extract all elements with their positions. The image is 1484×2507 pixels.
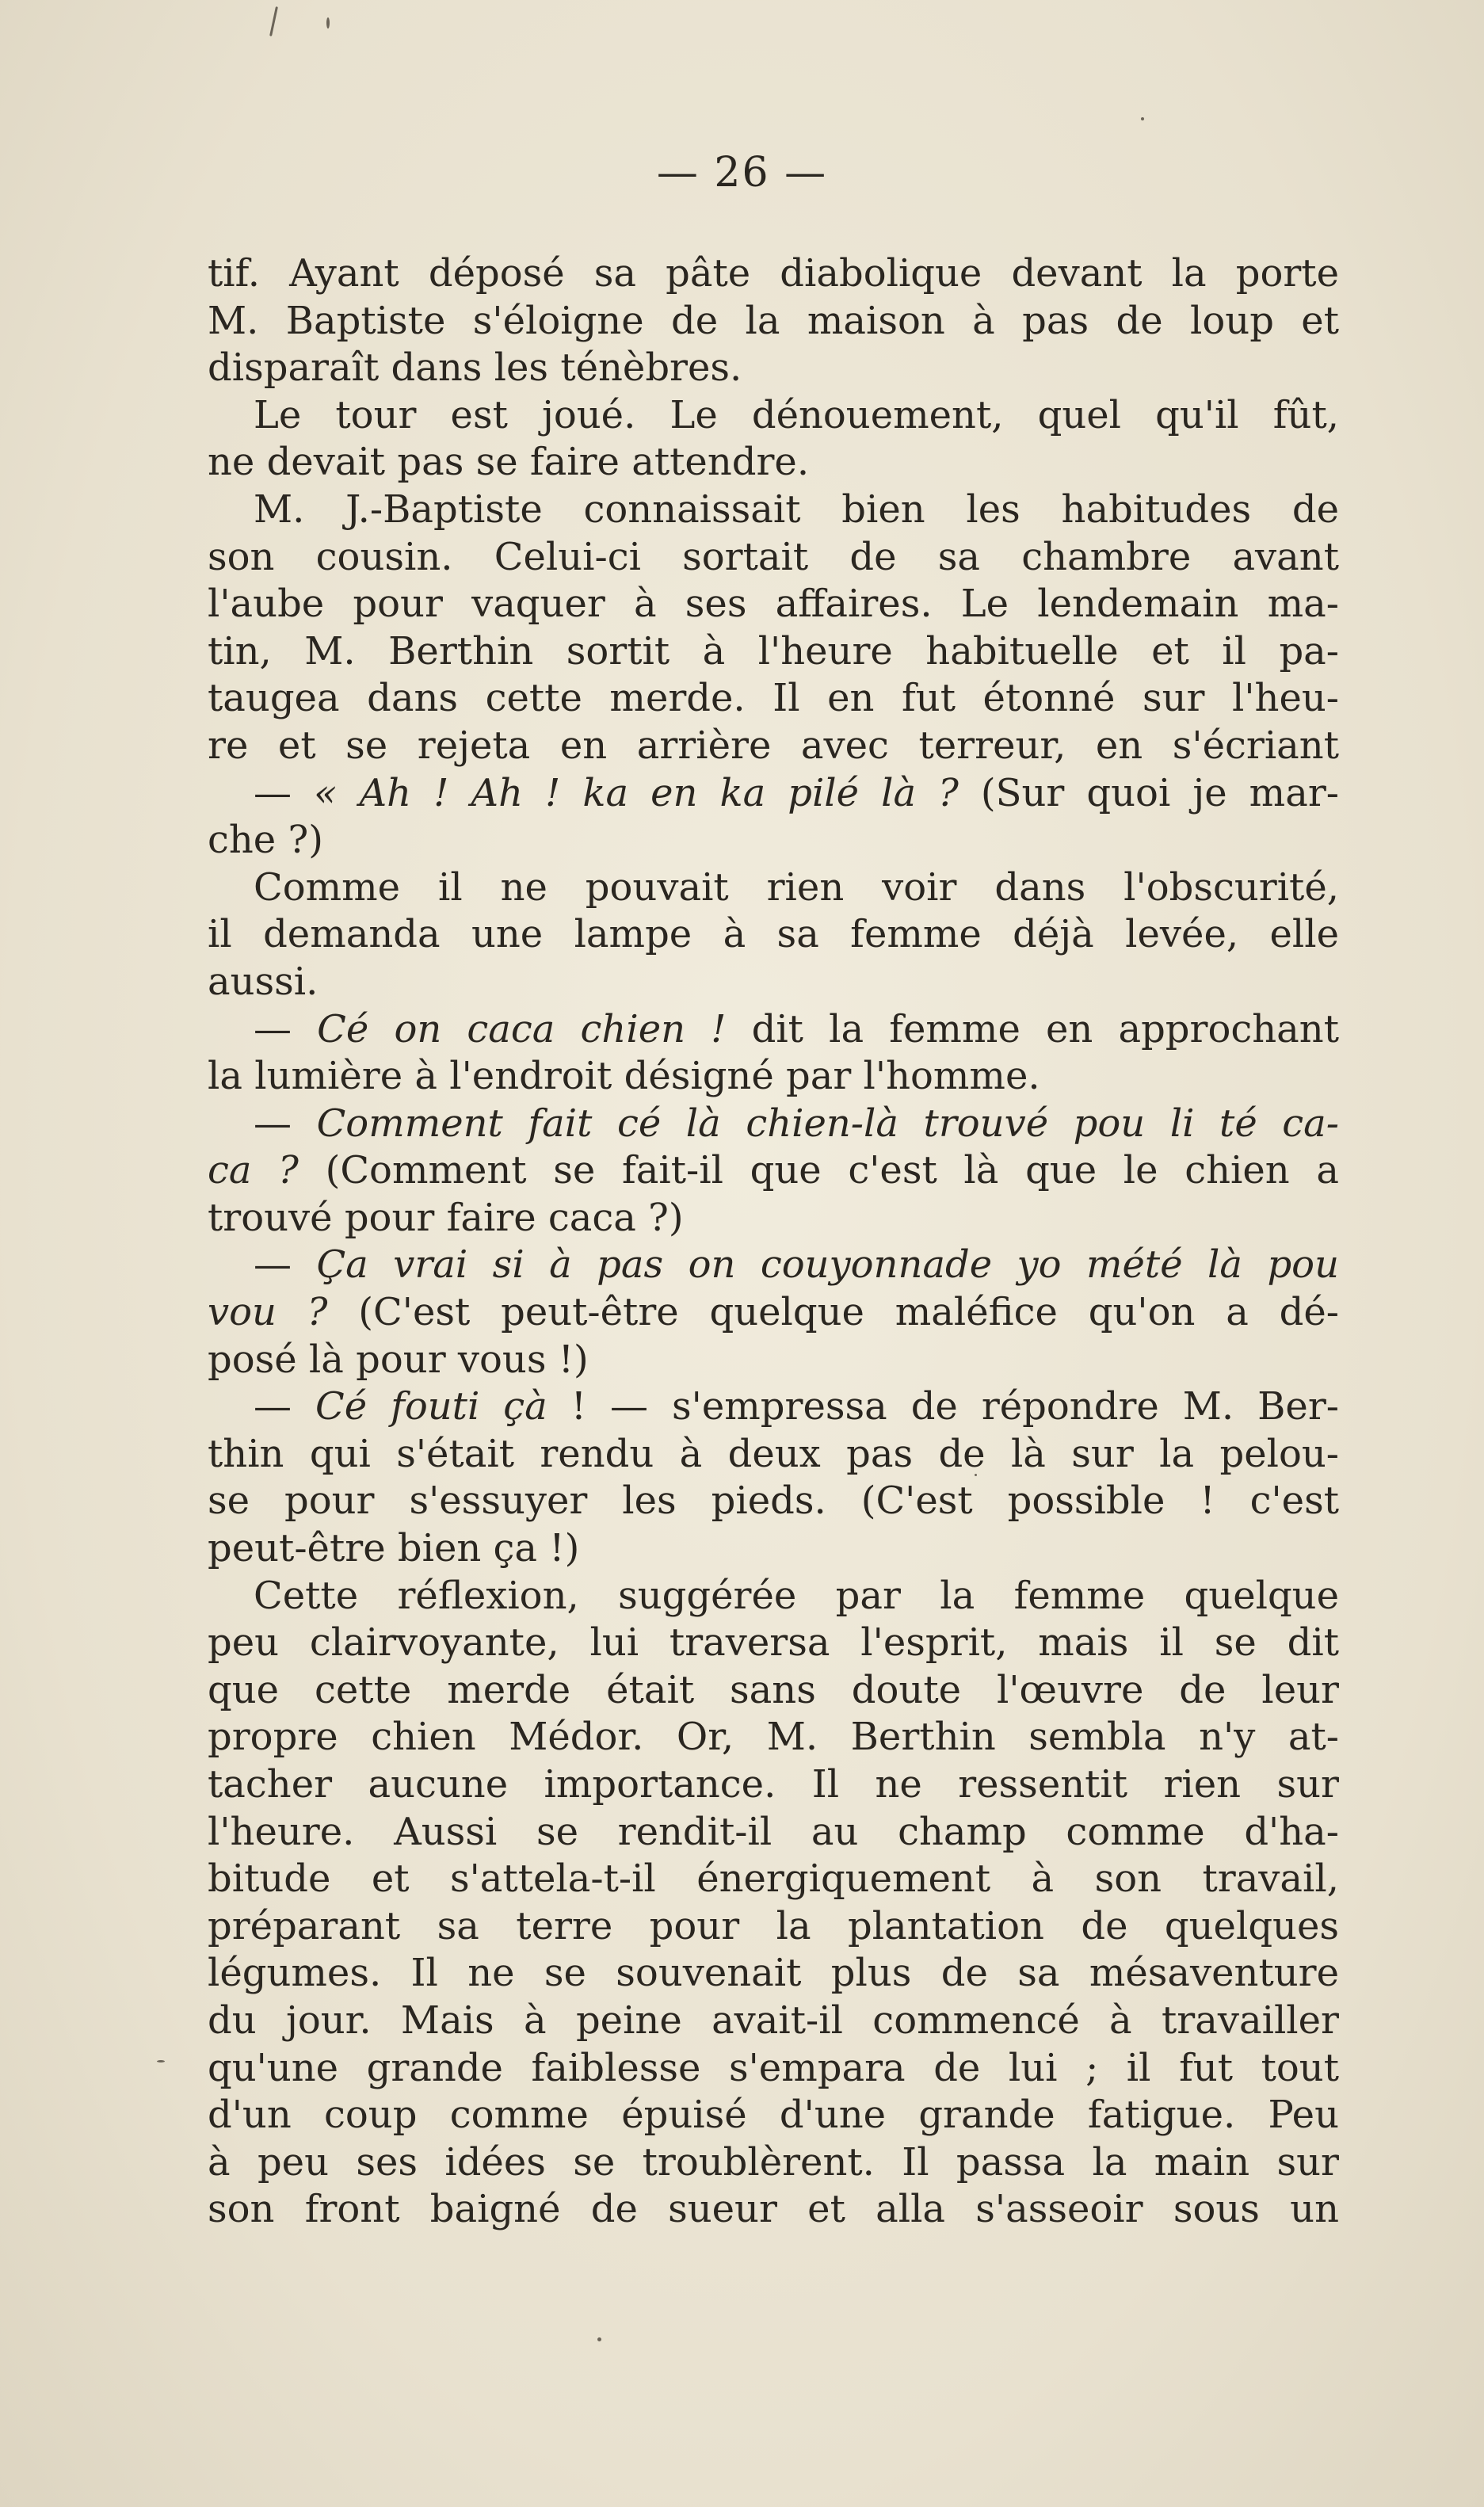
text-span: posé là pour vous !) <box>208 1337 589 1382</box>
text-span: son cousin. Celui-ci sortait de sa chambre avant <box>208 534 1339 579</box>
text-line <box>208 1525 1339 1573</box>
text-span: taugea dans cette merde. Il en fut étonné sur l'heu- <box>208 676 1339 721</box>
creole-dialogue: vou ? <box>208 1290 328 1335</box>
creole-dialogue: Comment fait cé là chien-là trouvé pou li té ca- <box>316 1101 1339 1146</box>
text-line <box>208 1809 1339 1856</box>
text-line <box>208 392 1339 440</box>
text-line <box>208 1478 1339 1525</box>
text-span: la lumière à l'endroit désigné par l'homme. <box>208 1054 1040 1099</box>
text-line <box>208 1101 1339 1148</box>
text-span: Comme il ne pouvait rien voir dans l'obscurité, <box>254 864 1339 910</box>
text-line <box>208 817 1339 864</box>
text-line <box>208 487 1339 534</box>
text-span: que cette merde était sans doute l'œuvre de leur <box>208 1667 1339 1712</box>
text-span: l'aube pour vaquer à ses affaires. Le lendemain ma- <box>208 582 1339 627</box>
text-span: du jour. Mais à peine avait-il commencé à travailler <box>208 1998 1339 2043</box>
text-span: — <box>254 770 315 815</box>
text-span: il demanda une lampe à sa femme déjà levée, elle <box>208 912 1339 957</box>
body-text <box>208 250 1339 2234</box>
text-span: che ?) <box>208 818 323 863</box>
creole-dialogue: ca ? <box>208 1148 299 1193</box>
text-line <box>208 628 1339 676</box>
text-span: disparaît dans les ténèbres. <box>208 345 742 391</box>
text-span: thin qui s'était rendu à deux pas de là sur la pelou- <box>208 1431 1339 1476</box>
text-line <box>208 1856 1339 1903</box>
text-span: l'heure. Aussi se rendit-il au champ comme d'ha- <box>208 1809 1339 1854</box>
text-line <box>208 1998 1339 2045</box>
text-span: tin, M. Berthin sortit à l'heure habituelle et il pa- <box>208 628 1339 673</box>
text-line <box>208 1573 1339 1620</box>
text-span: peu clairvoyante, lui traversa l'esprit, mais il se dit <box>208 1620 1339 1666</box>
creole-dialogue: Ça vrai si à pas on couyonnade yo mété là pou <box>316 1242 1339 1288</box>
text-line <box>208 1431 1339 1479</box>
text-span: se pour s'essuyer les pieds. (C'est possible ! c'est <box>208 1479 1339 1524</box>
text-span: ne devait pas se faire attendre. <box>208 440 810 485</box>
creole-dialogue: Cé fouti çà <box>315 1384 547 1429</box>
text-line <box>208 1714 1339 1761</box>
text-span: peut-être bien ça !) <box>208 1526 580 1571</box>
text-span: aussi. <box>208 959 319 1004</box>
ink-speck <box>597 2337 601 2341</box>
ink-speck <box>269 6 278 36</box>
text-line <box>208 1053 1339 1101</box>
text-span: — <box>254 1101 317 1146</box>
text-span: (Sur quoi je mar- <box>958 770 1339 815</box>
text-line <box>208 1620 1339 1667</box>
text-span: — <box>254 1006 318 1051</box>
text-span: propre chien Médor. Or, M. Berthin sembla n'y at- <box>208 1715 1339 1760</box>
text-line <box>208 2092 1339 2139</box>
text-span: préparant sa terre pour la plantation de quelques <box>208 1903 1339 1948</box>
text-span: d'un coup comme épuisé d'une grande fatigue. Peu <box>208 2093 1339 2138</box>
text-line <box>208 911 1339 959</box>
text-line <box>208 534 1339 582</box>
creole-dialogue: « Ah ! Ah ! ka en ka pilé là ? <box>314 770 959 815</box>
text-line <box>208 1761 1339 1809</box>
text-span: re et se rejeta en arrière avec terreur, en s'écriant <box>208 723 1339 768</box>
text-line <box>208 581 1339 628</box>
text-span: trouvé pour faire caca ?) <box>208 1195 684 1240</box>
text-line <box>208 1903 1339 1951</box>
ink-speck <box>157 2060 165 2062</box>
ink-speck <box>1141 117 1144 120</box>
text-line <box>208 1242 1339 1289</box>
text-line <box>208 439 1339 487</box>
text-span: à peu ses idées se troublèrent. Il passa la main sur <box>208 2139 1339 2185</box>
text-span: dit la femme en approchant <box>726 1006 1339 1051</box>
text-line <box>208 1383 1339 1431</box>
text-line <box>208 864 1339 912</box>
text-span: ! — s'empressa de répondre M. Ber- <box>547 1384 1339 1429</box>
text-line <box>208 770 1339 818</box>
text-span: tacher aucune importance. Il ne ressentit rien sur <box>208 1762 1339 1807</box>
text-line <box>208 1667 1339 1715</box>
text-span: son front baigné de sueur et alla s'asseoir sous un <box>208 2187 1339 2232</box>
text-line <box>208 2139 1339 2187</box>
text-line <box>208 1147 1339 1195</box>
ink-speck <box>326 17 330 29</box>
text-line <box>208 1289 1339 1337</box>
text-span: — <box>254 1242 317 1288</box>
text-span: — <box>254 1384 315 1429</box>
text-span: M. J.-Baptiste connaissait bien les habitudes de <box>254 487 1339 532</box>
text-line <box>208 1195 1339 1242</box>
text-line <box>208 1950 1339 1998</box>
creole-dialogue: Cé on caca chien ! <box>317 1006 727 1051</box>
text-line <box>208 1006 1339 1054</box>
text-span: (Comment se fait-il que c'est là que le chien a <box>298 1148 1339 1193</box>
text-line <box>208 298 1339 345</box>
text-line <box>208 675 1339 723</box>
text-line <box>208 345 1339 392</box>
text-span: légumes. Il ne se souvenait plus de sa mésaventure <box>208 1951 1339 1996</box>
text-span: tif. Ayant déposé sa pâte diabolique devant la porte <box>208 251 1339 296</box>
text-line <box>208 959 1339 1006</box>
text-span: (C'est peut-être quelque maléfice qu'on a dé- <box>327 1290 1340 1335</box>
text-span: qu'une grande faiblesse s'empara de lui ; il fut tout <box>208 2045 1339 2090</box>
text-line <box>208 2186 1339 2234</box>
text-line <box>208 723 1339 770</box>
text-span: M. Baptiste s'éloigne de la maison à pas de loup et <box>208 298 1339 343</box>
text-line <box>208 1337 1339 1384</box>
text-line <box>208 250 1339 298</box>
text-line <box>208 2045 1339 2093</box>
page-number: — 26 — <box>656 149 828 197</box>
text-span: Le tour est joué. Le dénouement, quel qu'il fût, <box>254 392 1339 437</box>
text-span: Cette réflexion, suggérée par la femme quelque <box>254 1573 1339 1618</box>
text-span: bitude et s'attela-t-il énergiquement à son travail, <box>208 1856 1339 1902</box>
